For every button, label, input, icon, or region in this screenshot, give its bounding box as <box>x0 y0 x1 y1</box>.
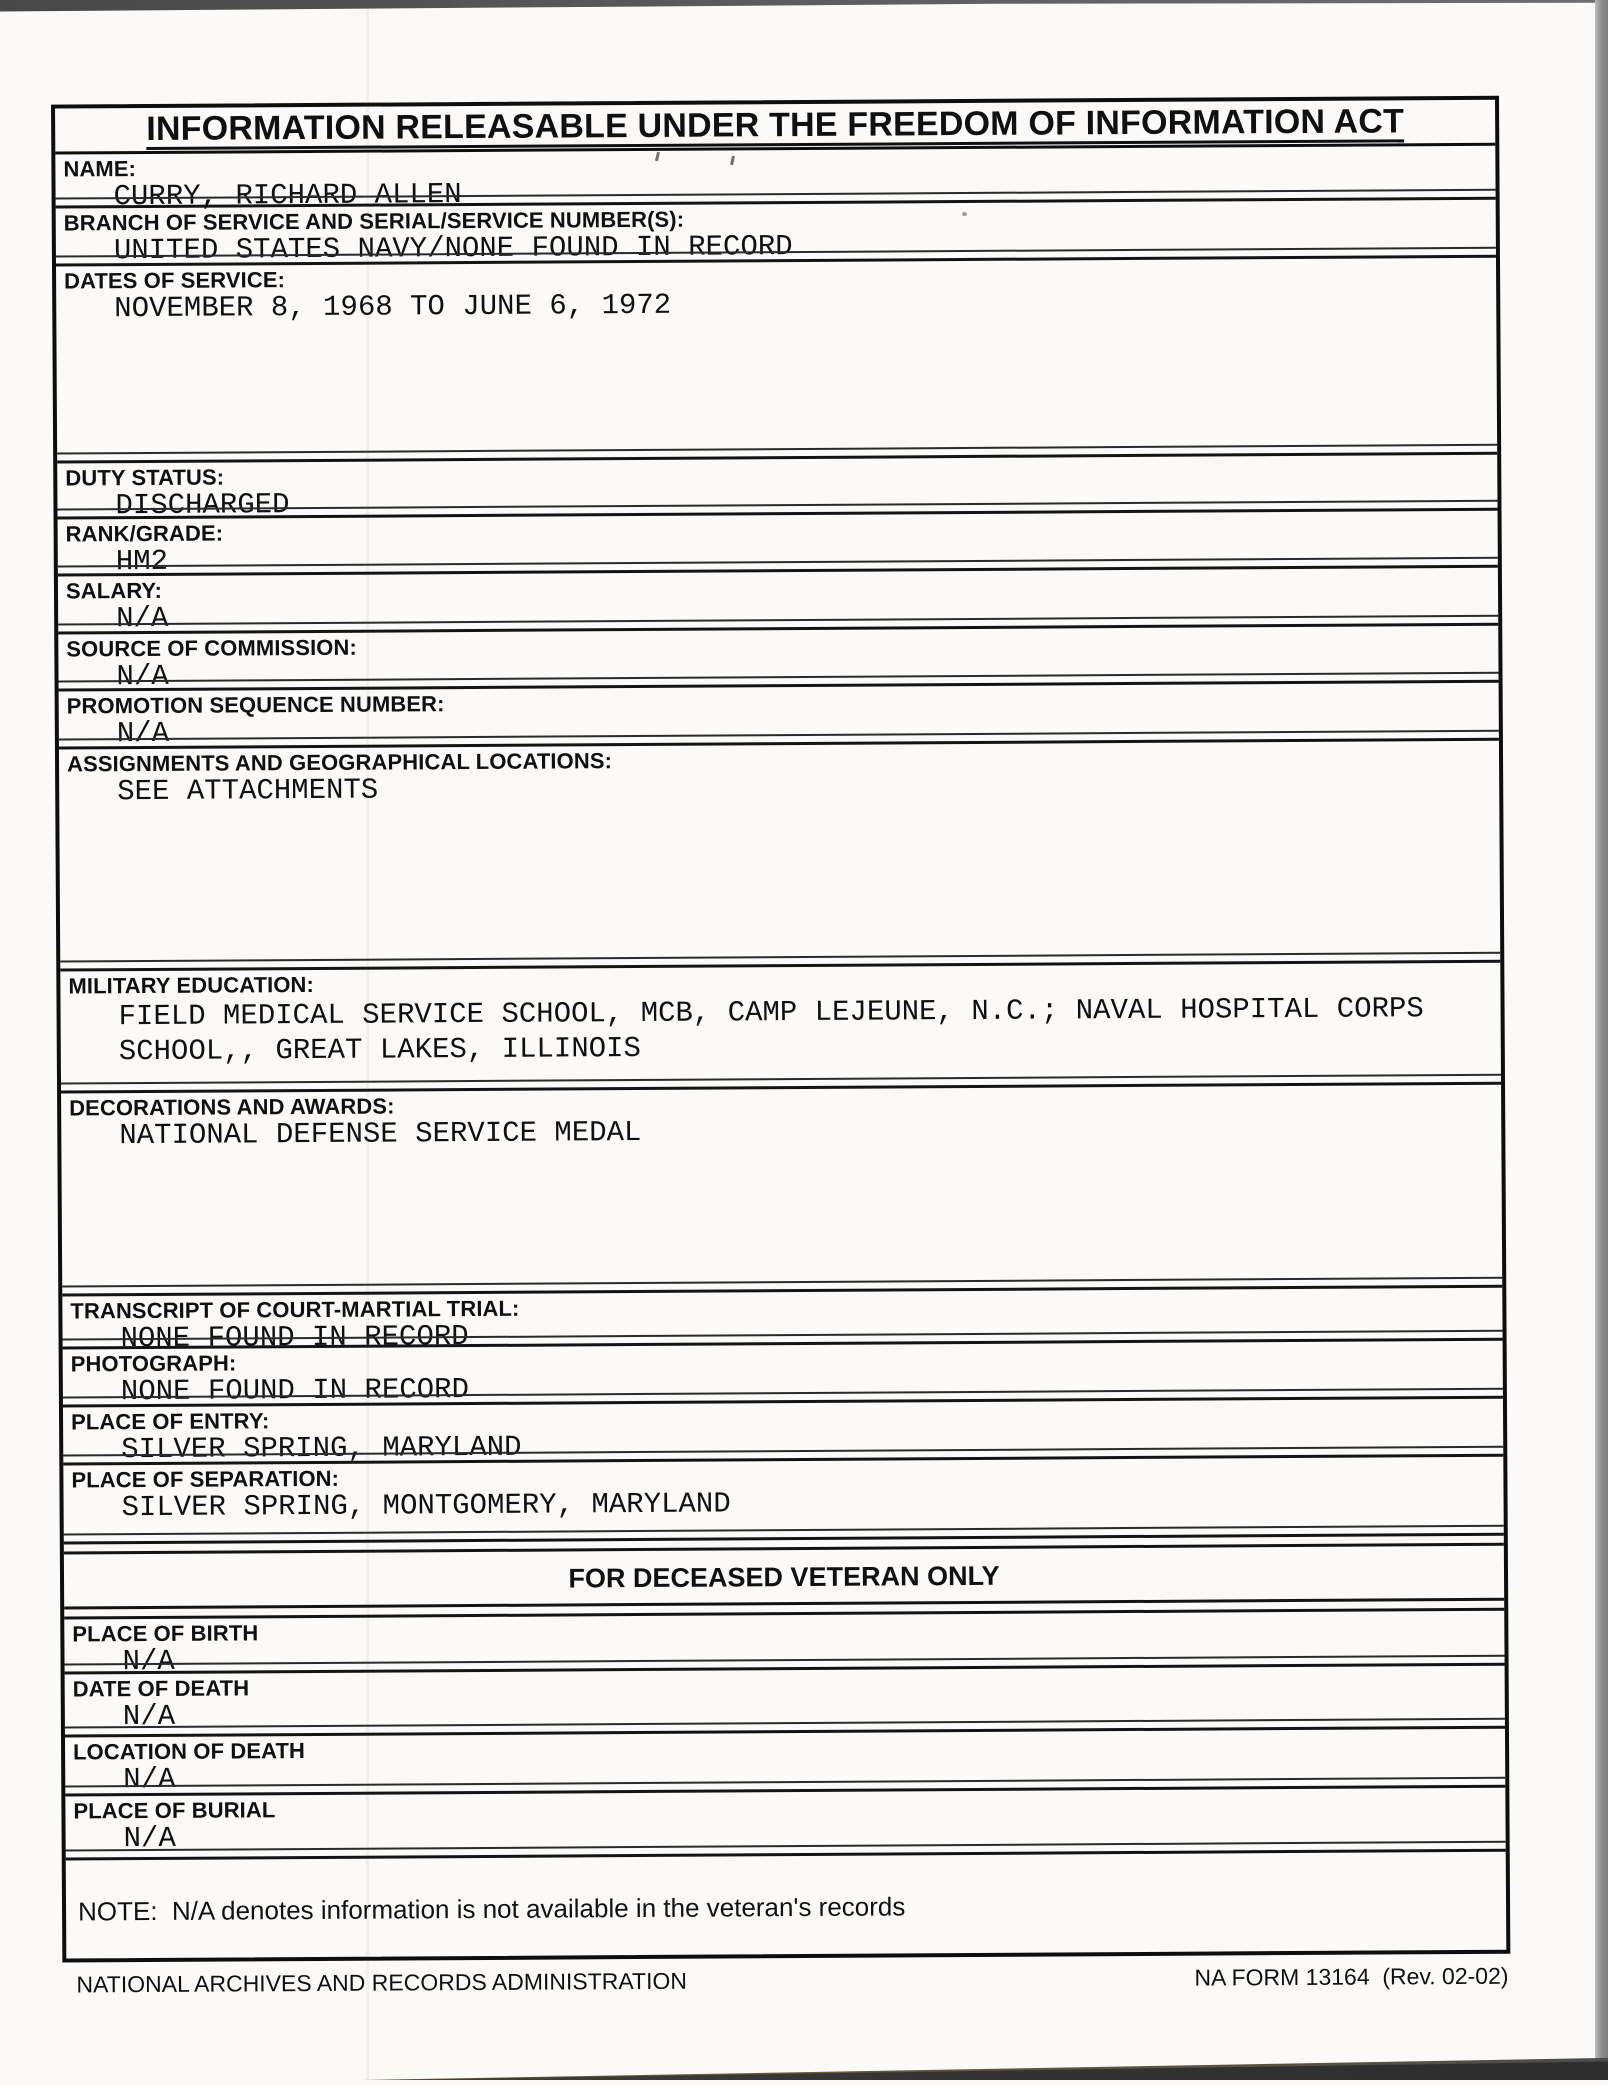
field-value-place-of-separation: SILVER SPRING, MONTGOMERY, MARYLAND <box>121 1487 731 1525</box>
field-row-place-of-separation <box>63 1457 1503 1545</box>
field-row-assignments <box>59 741 1500 972</box>
field-label-rank-grade: RANK/GRADE: <box>65 520 224 547</box>
field-label-location-of-death: LOCATION OF DEATH <box>73 1738 306 1765</box>
field-label-date-of-death: DATE OF DEATH <box>72 1675 250 1702</box>
field-row-salary <box>58 568 1498 635</box>
field-label-dates-of-service: DATES OF SERVICE: <box>64 267 286 294</box>
deceased-section-heading: FOR DECEASED VETERAN ONLY <box>64 1546 1504 1610</box>
field-label-place-of-separation: PLACE OF SEPARATION: <box>71 1465 340 1493</box>
field-value-source-of-commission: N/A <box>116 659 169 694</box>
field-row-place-of-burial <box>65 1788 1505 1861</box>
field-row-name <box>55 146 1495 214</box>
field-value-court-martial: NONE FOUND IN RECORD <box>120 1320 469 1356</box>
field-value-date-of-death: N/A <box>122 1699 176 1734</box>
field-label-photograph: PHOTOGRAPH: <box>70 1350 237 1377</box>
field-value-place-of-burial: N/A <box>123 1821 176 1856</box>
field-row-branch-of-service <box>56 200 1496 267</box>
field-value-decorations-awards: NATIONAL DEFENSE SERVICE MEDAL <box>119 1115 642 1153</box>
scan-artifact-speck <box>962 212 967 216</box>
field-label-military-education: MILITARY EDUCATION: <box>68 971 314 999</box>
field-row-location-of-death <box>65 1729 1505 1797</box>
field-row-source-of-commission <box>58 626 1498 692</box>
form-note: NOTE: N/A denotes information is not available in the veteran's records <box>77 1891 906 1927</box>
form-footer <box>62 1962 1510 1999</box>
field-label-promotion-sequence: PROMOTION SEQUENCE NUMBER: <box>66 691 445 719</box>
field-label-name: NAME: <box>63 156 137 182</box>
field-row-military-education <box>60 963 1501 1094</box>
field-value-assignments: SEE ATTACHMENTS <box>117 773 379 809</box>
field-value-location-of-death: N/A <box>123 1762 176 1797</box>
field-row-decorations-awards <box>61 1085 1502 1297</box>
scan-edge-right <box>1595 0 1608 2080</box>
field-value-photograph: NONE FOUND IN RECORD <box>120 1373 470 1409</box>
field-value-dates-of-service: NOVEMBER 8, 1968 TO JUNE 6, 1972 <box>114 288 672 326</box>
field-row-promotion-sequence <box>59 683 1499 750</box>
field-label-court-martial: TRANSCRIPT OF COURT-MARTIAL TRIAL: <box>70 1295 520 1324</box>
field-value-place-of-entry: SILVER SPRING, MARYLAND <box>121 1430 522 1467</box>
field-value-name: CURRY, RICHARD ALLEN <box>113 178 462 214</box>
field-label-salary: SALARY: <box>65 577 163 604</box>
field-value-branch-of-service: UNITED STATES NAVY/NONE FOUND IN RECORD <box>113 230 793 268</box>
field-label-place-of-entry: PLACE OF ENTRY: <box>70 1408 270 1435</box>
field-label-source-of-commission: SOURCE OF COMMISSION: <box>66 634 357 662</box>
field-value-place-of-birth: N/A <box>122 1644 175 1679</box>
field-label-place-of-burial: PLACE OF BURIAL <box>73 1797 276 1824</box>
field-value-duty-status: DISCHARGED <box>115 488 290 523</box>
form-title: INFORMATION RELEASABLE UNDER THE FREEDOM OF INFORMATION ACT <box>146 102 1405 148</box>
field-row-date-of-death <box>65 1666 1505 1738</box>
field-row-duty-status <box>57 455 1497 523</box>
field-label-place-of-birth: PLACE OF BIRTH <box>72 1620 259 1647</box>
field-label-branch-of-service: BRANCH OF SERVICE AND SERIAL/SERVICE NUMBER(S): <box>63 206 685 236</box>
field-row-place-of-birth <box>64 1611 1504 1679</box>
field-value-rank-grade: HM2 <box>115 544 169 579</box>
field-row-rank-grade <box>58 511 1498 577</box>
field-row-place-of-entry <box>63 1399 1503 1466</box>
field-label-decorations-awards: DECORATIONS AND AWARDS: <box>69 1093 395 1121</box>
footer-form-number: NA FORM 13164 (Rev. 02-02) <box>1194 1962 1509 1991</box>
field-value-promotion-sequence: N/A <box>116 716 170 751</box>
field-label-assignments: ASSIGNMENTS AND GEOGRAPHICAL LOCATIONS: <box>66 748 613 777</box>
footer-agency: NATIONAL ARCHIVES AND RECORDS ADMINISTRATION <box>76 1967 688 1998</box>
field-label-duty-status: DUTY STATUS: <box>65 464 225 491</box>
field-row-court-martial <box>62 1288 1502 1356</box>
field-value-salary: N/A <box>116 601 169 636</box>
foia-form <box>51 96 1510 1963</box>
field-value-military-education: FIELD MEDICAL SERVICE SCHOOL, MCB, CAMP LEJEUNE, N.C.; NAVAL HOSPITAL CORPS SCHOOL,, GREAT LAKES, ILLINOIS <box>118 992 1424 1069</box>
field-row-photograph <box>63 1341 1503 1408</box>
field-row-dates-of-service <box>56 258 1497 464</box>
